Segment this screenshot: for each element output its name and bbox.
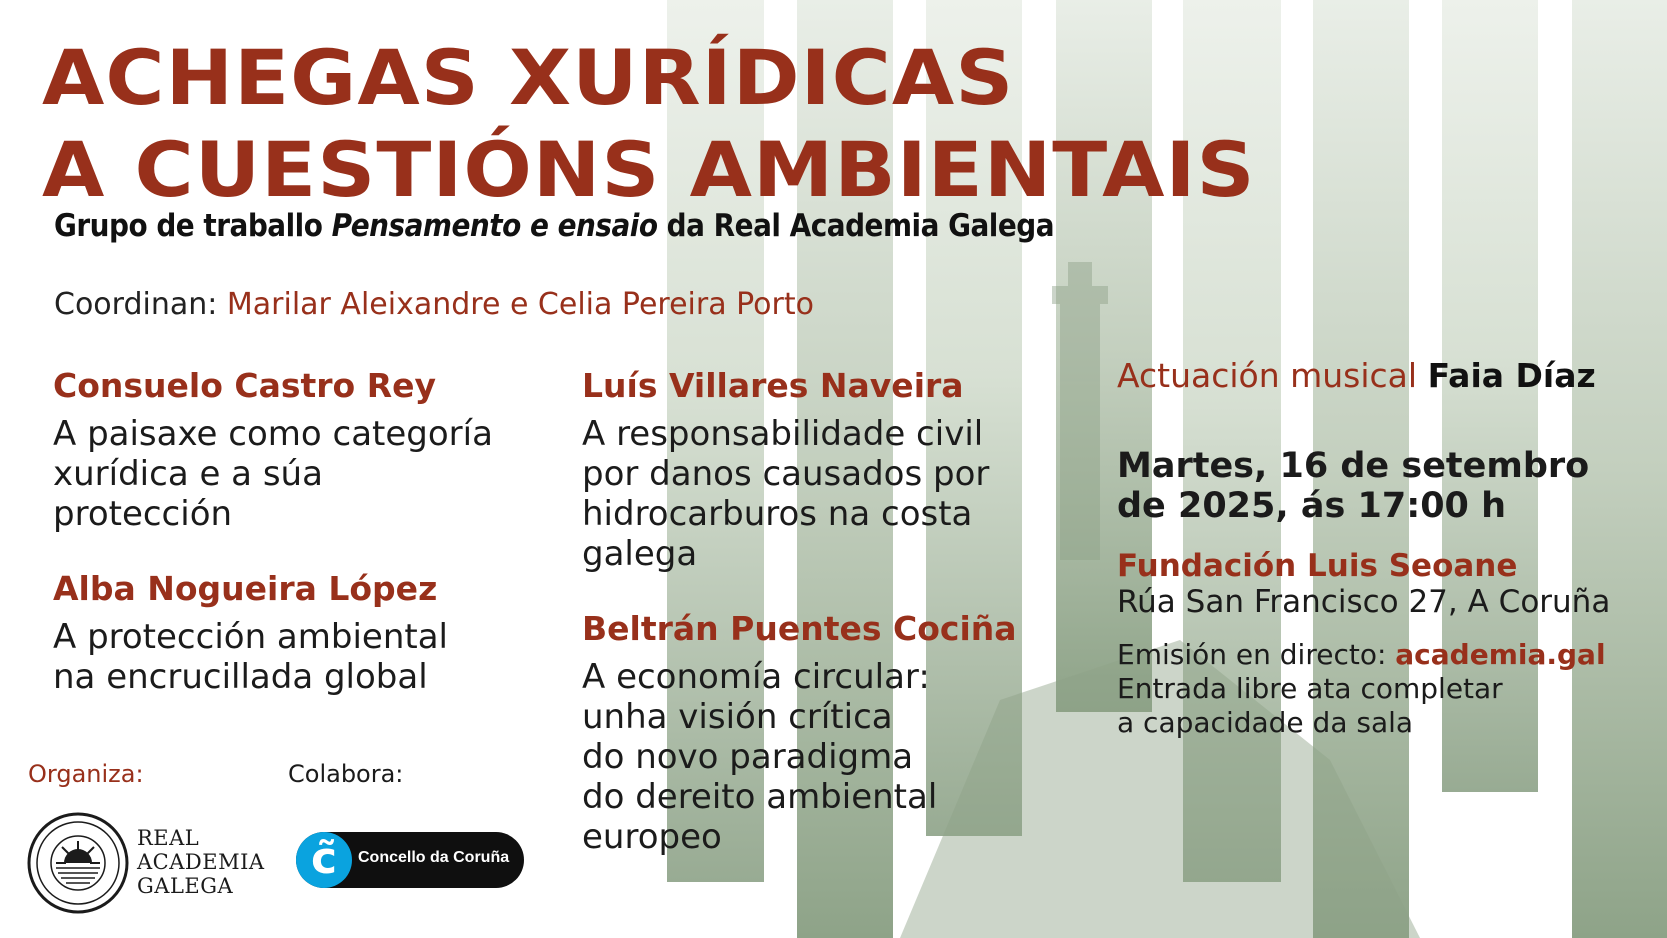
entry-line-2: a capacidade da sala [1117,706,1414,739]
subtitle-italic: Pensamento e ensaio [331,208,658,244]
topic-line: do dereito ambiental [582,777,938,817]
talk-2 [53,569,448,697]
coordinators-label: Coordinan: [54,287,227,322]
title-line-2: A CUESTIÓNS AMBIENTAIS [42,125,1256,214]
date-line-1: Martes, 16 de setembro [1117,446,1590,486]
stream-label: Emisión en directo: [1117,638,1396,671]
coordinators-names: Marilar Aleixandre e Celia Pereira Porto [226,287,814,322]
talk-topic [582,657,1017,857]
coordinators [54,287,814,322]
concello-coruna-logo [296,832,524,888]
rag-wordmark [137,826,265,898]
concello-name: Concello da Coruña [358,849,510,866]
topic-line: A economía circular: [582,657,930,697]
talk-topic [53,414,493,534]
talk-topic [582,414,989,574]
topic-line: por danos causados por [582,454,990,494]
topic-line: xurídica e a súa [53,454,323,494]
speaker-name: Beltrán Puentes Cociña [582,609,1017,648]
topic-line: galega [582,534,698,574]
rag-seal-logo [26,811,130,915]
rag-line: GALEGA [137,874,234,898]
topic-line: na encrucillada global [53,657,428,697]
topic-line: unha visión crítica [582,697,893,737]
subtitle [54,208,1054,244]
concello-icon: c̃ [296,832,352,888]
musical-performance [1117,356,1596,395]
topic-line: A protección ambiental [53,617,448,657]
music-label: Actuación musical [1117,356,1428,395]
entry-line-1: Entrada libre ata completar [1117,672,1503,705]
rag-line: REAL [137,826,200,850]
talk-1 [53,366,493,534]
event-title [42,32,1256,216]
topic-line: hidrocarburos na costa [582,494,973,534]
stream-info [1117,638,1606,740]
speaker-name: Luís Villares Naveira [582,366,964,405]
colabora-label: Colabora: [288,760,404,788]
talk-topic [53,617,448,697]
talk-3 [582,366,989,574]
speaker-name: Alba Nogueira López [53,569,438,608]
topic-line: protección [53,494,233,534]
rag-line: ACADEMIA [137,850,265,874]
music-artist: Faia Díaz [1427,356,1596,395]
venue-address: Rúa San Francisco 27, A Coruña [1117,584,1611,620]
topic-line: europeo [582,817,722,857]
subtitle-post: da Real Academia Galega [657,208,1055,244]
venue-name: Fundación Luis Seoane [1117,548,1518,584]
topic-line: A paisaxe como categoría [53,414,493,454]
title-line-1: ACHEGAS XURÍDICAS [42,33,1015,122]
subtitle-pre: Grupo de traballo [54,208,332,244]
organiza-label: Organiza: [28,760,144,788]
topic-line: do novo paradigma [582,737,914,777]
event-date [1117,446,1589,526]
talk-4 [582,609,1017,857]
date-line-2: de 2025, ás 17:00 h [1117,486,1507,526]
speaker-name: Consuelo Castro Rey [53,366,437,405]
stream-link[interactable]: academia.gal [1395,638,1606,671]
topic-line: A responsabilidade civil [582,414,984,454]
